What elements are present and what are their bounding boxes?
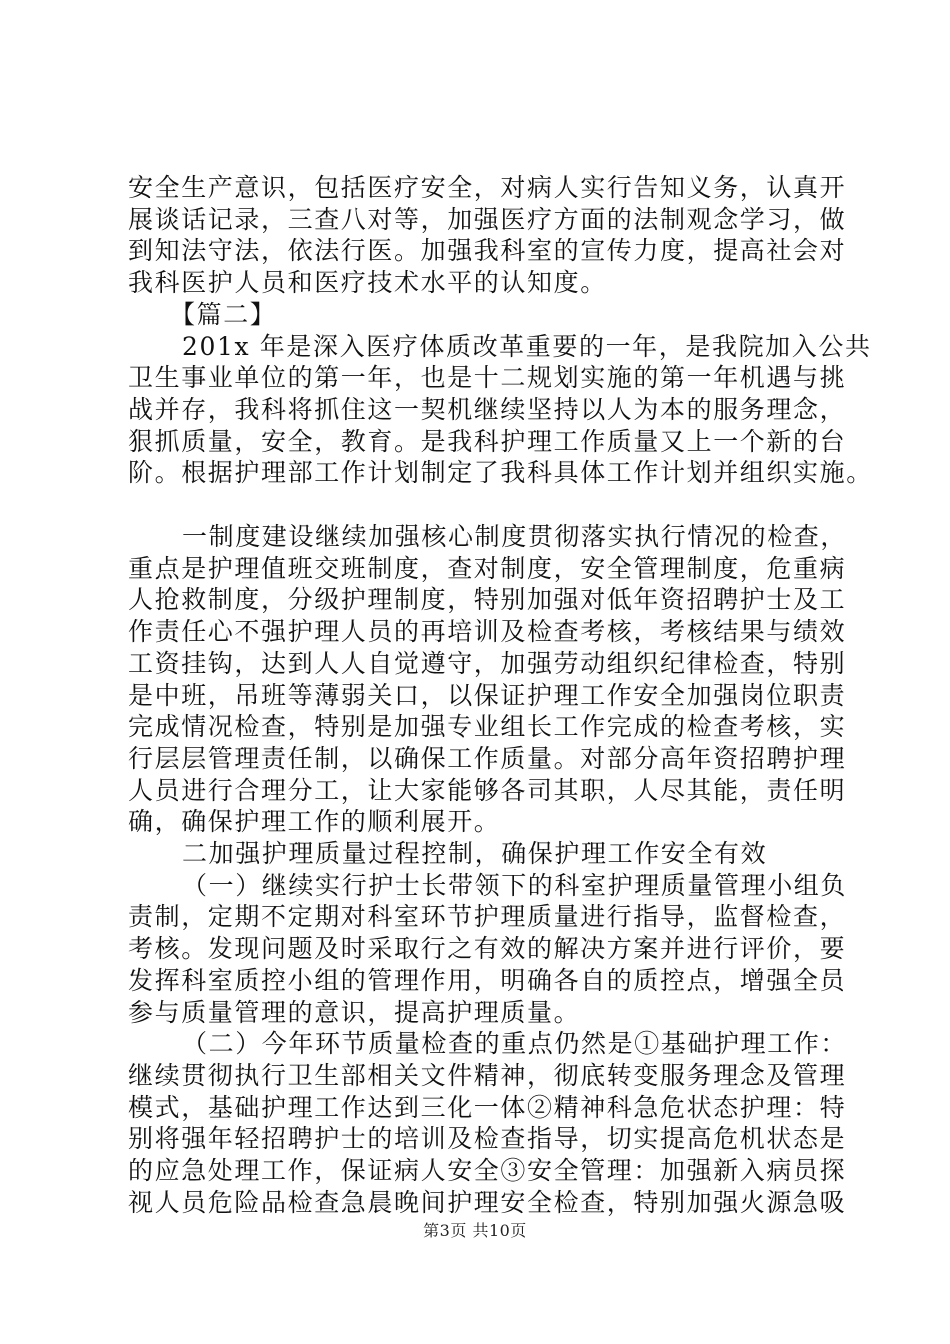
document-body xyxy=(128,172,873,1219)
text-line: 战并存，我科将抓住这一契机继续坚持以人为本的服务理念， xyxy=(128,394,847,424)
text-line: 我科医护人员和医疗技术水平的认知度。 xyxy=(128,268,607,298)
text-line: 到知法守法，依法行医。加强我科室的宣传力度，提高社会对 xyxy=(128,236,847,266)
text-line: 展谈话记录，三查八对等，加强医疗方面的法制观念学习，做 xyxy=(128,204,847,234)
text-line: 作责任心不强护理人员的再培训及检查考核，考核结果与绩效 xyxy=(128,617,847,647)
text-line: 人抢救制度，分级护理制度，特别加强对低年资招聘护士及工 xyxy=(128,585,847,615)
text-line: 视人员危险品检查急晨晚间护理安全检查，特别加强火源急吸 xyxy=(128,1187,847,1217)
text-line: 责制，定期不定期对科室环节护理质量进行指导，监督检查， xyxy=(128,902,847,932)
page-number-footer: 第3页 共10页 xyxy=(423,1221,527,1240)
text-line: 参与质量管理的意识，提高护理质量。 xyxy=(128,997,581,1027)
text-line: 安全生产意识，包括医疗安全，对病人实行告知义务，认真开 xyxy=(128,173,847,202)
text-line: 一制度建设继续加强核心制度贯彻落实执行情况的检查， xyxy=(182,522,848,552)
text-line: 卫生事业单位的第一年，也是十二规划实施的第一年机遇与挑 xyxy=(128,363,847,393)
text-line: 重点是护理值班交班制度，查对制度，安全管理制度，危重病 xyxy=(128,553,847,583)
text-line: 人员进行合理分工，让大家能够各司其职，人尽其能，责任明 xyxy=(128,775,847,805)
text-line: 行层层管理责任制，以确保工作质量。对部分高年资招聘护理 xyxy=(128,743,847,773)
text-line: 模式，基础护理工作达到三化一体②精神科急危状态护理：特 xyxy=(128,1092,847,1122)
text-line: 发挥科室质控小组的管理作用，明确各自的质控点，增强全员 xyxy=(128,965,847,995)
text-line: 二加强护理质量过程控制，确保护理工作安全有效 xyxy=(182,839,768,869)
text-line: 阶。根据护理部工作计划制定了我科具体工作计划并组织实施。 xyxy=(128,458,873,488)
text-line: 的应急处理工作，保证病人安全③安全管理：加强新入病员探 xyxy=(128,1156,847,1186)
text-line: （二）今年环节质量检查的重点仍然是①基础护理工作： xyxy=(182,1029,848,1059)
text-line: （一）继续实行护士长带领下的科室护理质量管理小组负 xyxy=(182,870,848,900)
text-line: 考核。发现问题及时采取行之有效的解决方案并进行评价，要 xyxy=(128,934,847,964)
text-line: 狠抓质量，安全，教育。是我科护理工作质量又上一个新的台 xyxy=(128,426,847,456)
text-line: 继续贯彻执行卫生部相关文件精神，彻底转变服务理念及管理 xyxy=(128,1060,847,1090)
text-line: 确，确保护理工作的顺利展开。 xyxy=(128,807,501,837)
text-line: 是中班，吊班等薄弱关口，以保证护理工作安全加强岗位职责 xyxy=(128,680,847,710)
text-line: 完成情况检查，特别是加强专业组长工作完成的检查考核，实 xyxy=(128,712,847,742)
text-line: 工资挂钩，达到人人自觉遵守，加强劳动组织纪律检查，特别 xyxy=(128,648,847,678)
section-heading: 【篇二】 xyxy=(170,299,277,329)
text-line: 别将强年轻招聘护士的培训及检查指导，切实提高危机状态是 xyxy=(128,1124,847,1154)
text-line: 201x 年是深入医疗体质改革重要的一年，是我院加入公共 xyxy=(182,331,872,361)
